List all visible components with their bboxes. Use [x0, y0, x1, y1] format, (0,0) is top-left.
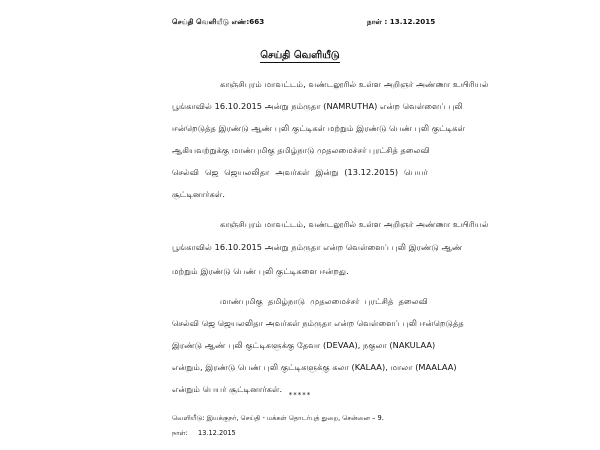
footer-issuer: வெளியீடு: இயக்குநர், செய்தி - மக்கள் தொடர்புத் துறை, சென்னை – 9. — [172, 414, 384, 422]
word: முதலமைச்சர் — [310, 296, 360, 306]
release-date: நாள் : 13.12.2015 — [367, 17, 436, 26]
paragraph-3-line-3: இரண்டு ஆண் புலி குட்டிகளுக்கு தேவா (DEVAA), நகுலா (NAKULAA) — [172, 340, 436, 350]
paragraph-1-end: சூட்டினார்கள். — [172, 189, 225, 199]
footer-date-value: 13.12.2015 — [198, 429, 236, 437]
word: செல்வி — [172, 167, 200, 177]
footer-date-label: நாள்: — [172, 429, 188, 437]
paragraph-1-line-1: காஞ்சிபுரம் மாவட்டம், வண்டலூரில் உள்ள அறிஞர் அண்ணா உயிரியல் — [220, 79, 489, 89]
paragraph-3-end: என்றும் பெயர் சூட்டினார்கள். — [172, 384, 283, 394]
document-title — [0, 49, 600, 62]
word: அவர்கள் — [275, 167, 310, 177]
date-in-text: (13.12.2015) — [344, 167, 399, 177]
word: தலைவி — [398, 296, 428, 306]
word: இன்று — [315, 167, 339, 177]
paragraph-1-line-3: ஈன்றெடுத்த இரண்டு ஆண் புலி குட்டிகள் மற்றும் இரண்டு பெண் புலி குட்டிகள் — [172, 123, 466, 133]
paragraph-1-line-2: பூங்காவில் 16.10.2015 அன்று நம்ருதா (NAMRUTHA) என்ற வெள்ளைப் புலி — [172, 101, 463, 111]
paragraph-3-line-1 — [220, 296, 428, 306]
word: ஜெயலலிதா — [224, 167, 270, 177]
paragraph-2-line-2: பூங்காவில் 16.10.2015 அன்று நம்ருதா என்ற வெள்ளைப் புலி இரண்டு ஆண் — [172, 242, 463, 252]
word: மாண்புமிகு — [220, 296, 263, 306]
paragraph-3-line-2: செல்வி ஜெ ஜெயலலிதா அவர்கள் நம்ருதா என்ற வெள்ளைப் புலி ஈன்றெடுத்த — [172, 318, 464, 328]
document-title-text: செய்தி வெளியீடு — [260, 50, 340, 61]
paragraph-1-line-5 — [172, 167, 428, 177]
paragraph-1-line-4: ஆகியவற்றுக்கு மாண்புமிகு தமிழ்நாடு முதலமைச்சர் புரட்சித் தலைவி — [172, 145, 430, 155]
paragraph-3-line-4: என்றும், இரண்டு பெண் புலி குட்டிகளுக்கு கலா (KALAA), மாலா (MAALAA) — [172, 362, 457, 372]
paragraph-2-end: மற்றும் இரண்டு பெண் புலி குட்டிகளை ஈன்றது. — [172, 266, 349, 276]
word: புரட்சித் — [364, 296, 394, 306]
paragraph-2-line-1: காஞ்சிபுரம் மாவட்டம், வண்டலூரில் உள்ள அறிஞர் அண்ணா உயிரியல் — [220, 219, 489, 229]
word: பெயர் — [404, 167, 428, 177]
release-number: செய்தி வெளியீடு எண்:663 — [172, 17, 265, 26]
separator-stars: ***** — [288, 391, 312, 399]
word: ஜெ — [205, 167, 219, 177]
word: தமிழ்நாடு — [268, 296, 306, 306]
